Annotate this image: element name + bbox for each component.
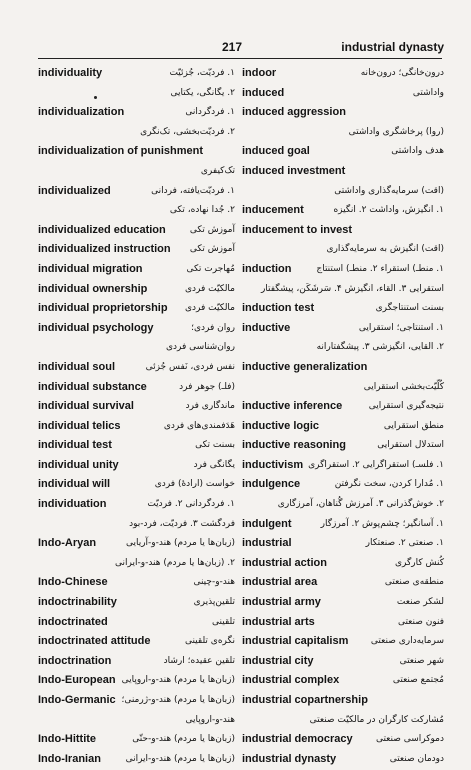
translation: ۲. خوش‌گذرانی ۳. آمرزش گُناهان، آمرزگاری: [277, 499, 444, 510]
dictionary-entry: [242, 163, 444, 183]
dictionary-entry: [242, 437, 444, 457]
dictionary-entry: [38, 731, 235, 751]
translation: ۱. فردیّت‌یافته، فردانی: [151, 185, 235, 196]
translation: دودمان صنعتی: [389, 753, 444, 764]
headword: induced aggression: [242, 106, 346, 119]
translation: هند-و-اروپایی: [185, 714, 235, 725]
dictionary-entry: [38, 751, 235, 770]
headword: industrial: [242, 537, 292, 550]
headword: individual psychology: [38, 321, 154, 334]
translation: ۱. انگیزش، واداشت ۲. انگیزه: [333, 205, 444, 216]
headword: industrial democracy: [242, 733, 353, 746]
dictionary-entry: [38, 124, 235, 144]
dictionary-entry: [38, 496, 235, 516]
translation: ۲. یگانگی، یکتایی: [170, 87, 235, 98]
translation: ۱. منطـ) استقراء ۲. منطـ) استنتاج: [316, 263, 444, 274]
headword: Indo-European: [38, 674, 116, 687]
headword: industrial action: [242, 556, 327, 569]
translation: مُشارکت کارگران در مالکیّت صنعتی: [309, 714, 444, 725]
translation: ماندگاری فرد: [185, 401, 235, 412]
translation: خواست (ارادهٔ) فردی: [154, 479, 235, 490]
dictionary-entry: [242, 222, 444, 242]
dictionary-entry: [38, 261, 235, 281]
translation: دموکراسی صنعتی: [375, 734, 444, 745]
page-header: [0, 40, 471, 58]
dictionary-entry: [242, 418, 444, 438]
headword: induced: [242, 86, 285, 99]
translation: (زبان‌ها یا مردم) هند-و-اروپایی: [121, 675, 235, 686]
translation: تلقین عقیده؛ ارشاد: [163, 655, 235, 666]
translation: ۱. فردگردانی: [185, 107, 235, 118]
translation: آموزش تکی: [189, 224, 235, 235]
dictionary-entry: [242, 65, 444, 85]
running-head: industrial dynasty: [341, 40, 444, 54]
dictionary-entry: [38, 437, 235, 457]
left-column: [38, 65, 235, 770]
dictionary-entry: [242, 574, 444, 594]
headword: individual substance: [38, 380, 147, 393]
dictionary-entry: [242, 241, 444, 261]
translation: ۲. (زبان‌ها یا مردم) هند-و-ایرانی: [115, 557, 235, 568]
translation: (زبان‌ها یا مردم) هند-و-آریایی: [125, 538, 235, 549]
dictionary-entry: [38, 672, 235, 692]
headword: Indo-Aryan: [38, 537, 97, 550]
dictionary-entry: [38, 281, 235, 301]
dictionary-entry: [38, 320, 235, 340]
translation: یگانگی فرد: [193, 459, 235, 470]
translation: هند-و-چینی: [193, 577, 235, 588]
headword: induction test: [242, 302, 315, 315]
headword: industrial army: [242, 596, 321, 609]
dictionary-entry: [242, 398, 444, 418]
dictionary-entry: [38, 85, 235, 105]
header-rule: [38, 58, 442, 59]
translation: لشکر صنعت: [396, 597, 444, 608]
translation: فردگشت ۳. فردیّت، فرد-بود: [129, 518, 235, 529]
translation: ۱. فلسـ) استقراگرایی ۲. استقراگری: [308, 459, 444, 470]
dictionary-entry: [242, 516, 444, 536]
headword: indoctrinated attitude: [38, 635, 151, 648]
dictionary-entry: [242, 359, 444, 379]
translation: کُنش کارگری: [394, 557, 444, 568]
dictionary-entry: [242, 261, 444, 281]
dictionary-entry: [242, 339, 444, 359]
dictionary-entry: [242, 751, 444, 770]
headword: indoctrinated: [38, 615, 108, 628]
headword: indoctrination: [38, 654, 112, 667]
dictionary-entry: [38, 516, 235, 536]
dictionary-entry: [38, 143, 235, 163]
page-number: 217: [222, 40, 243, 54]
translation: تلقینی: [212, 616, 235, 627]
translation: شهر صنعتی: [399, 655, 444, 666]
dictionary-entry: [242, 124, 444, 144]
dictionary-entry: [242, 281, 444, 301]
translation: نفس فردی، نَفس جُزئی: [145, 361, 235, 372]
headword: induction: [242, 262, 292, 275]
translation: (زبان‌ها یا مردم) هند-و-حتّی: [132, 734, 235, 745]
dictionary-entry: [38, 300, 235, 320]
dictionary-entry: [38, 712, 235, 732]
dictionary-entry: [242, 320, 444, 340]
headword: industrial capitalism: [242, 635, 349, 648]
translation: روان فردی؛: [191, 322, 235, 333]
headword: industrial complex: [242, 674, 340, 687]
translation: منطقه‌ی صنعتی: [384, 577, 444, 588]
headword: inducement: [242, 204, 304, 217]
dictionary-entry: [38, 202, 235, 222]
headword: individuality: [38, 67, 103, 79]
headword: inducement to invest: [242, 223, 353, 236]
dictionary-entry: [242, 379, 444, 399]
dictionary-entry: [242, 183, 444, 203]
translation: بسنت استنتاجگری: [375, 303, 444, 314]
dictionary-entry: [242, 692, 444, 712]
translation: (زبان‌ها یا مردم) هند-و-ایرانی: [125, 753, 235, 764]
dictionary-entry: [242, 672, 444, 692]
headword: induced investment: [242, 164, 346, 177]
translation: ۱. فردگردانی ۲. فردیّت: [147, 499, 235, 510]
translation: تلقین‌پذیری: [193, 597, 235, 608]
translation: هدف واداشتی: [391, 146, 444, 157]
translation: منطق استقرایی: [383, 420, 444, 431]
headword: industrial copartnership: [242, 694, 368, 706]
translation: (اقت) سرمایه‌گذاری واداشتی: [334, 185, 444, 196]
dictionary-entry: [38, 653, 235, 673]
headword: industrial arts: [242, 615, 315, 628]
translation: کُلّیّت‌بخشی استقرایی: [363, 381, 444, 392]
headword: industrial area: [242, 576, 318, 589]
translation: فنون صنعتی: [397, 616, 444, 627]
headword: individual proprietorship: [38, 302, 168, 315]
translation: سرمایه‌داری صنعتی: [370, 636, 444, 647]
headword: individualization of punishment: [38, 145, 203, 158]
dictionary-entry: [38, 398, 235, 418]
dictionary-entry: [38, 418, 235, 438]
translation: واداشتی: [412, 87, 444, 98]
dictionary-entry: [242, 457, 444, 477]
dictionary-entry: [38, 379, 235, 399]
headword: Indo-Germanic: [38, 694, 116, 706]
translation: ۱. فردیّت، جُزئیّت: [169, 68, 235, 78]
headword: indulgent: [242, 517, 292, 530]
dictionary-entry: [242, 614, 444, 634]
translation: هَدَفمندی‌های فردی: [163, 420, 235, 431]
translation: ۱. صنعتی ۲. صنعتکار: [365, 538, 444, 549]
dictionary-entry: [242, 535, 444, 555]
dictionary-entry: [38, 476, 235, 496]
translation: (فلـ) جوهر فرد: [179, 381, 235, 392]
dictionary-entry: [38, 339, 235, 359]
headword: industrial city: [242, 654, 314, 667]
translation: نگره‌ی تلقینی: [184, 636, 235, 647]
dictionary-entry: [242, 496, 444, 516]
dictionary-entry: [38, 555, 235, 575]
headword: individual migration: [38, 262, 143, 275]
headword: individual telics: [38, 419, 121, 432]
dictionary-entry: [38, 692, 235, 712]
headword: individual will: [38, 478, 111, 491]
dictionary-entry: [38, 183, 235, 203]
translation: (اقت) انگیزش به سرمایه‌گذاری: [326, 244, 444, 255]
headword: inductive reasoning: [242, 439, 346, 452]
headword: individualization: [38, 106, 125, 119]
translation: تک‌کیفری: [200, 165, 235, 176]
dictionary-entry: [38, 359, 235, 379]
dictionary-entry: [242, 85, 444, 105]
dictionary-entry: [242, 104, 444, 124]
headword: individual test: [38, 439, 112, 452]
dictionary-entry: [38, 574, 235, 594]
translation: مُجتمع صنعتی: [392, 675, 444, 686]
dictionary-entry: [242, 731, 444, 751]
translation: روان‌شناسی فردی: [165, 342, 235, 353]
dictionary-entry: [38, 633, 235, 653]
translation: (روا) پرخاشگری واداشتی: [348, 126, 444, 137]
translation: ۲. القایی، انگیزشی ۳. پیشگفتارانه: [316, 342, 444, 353]
headword: inductive generalization: [242, 360, 368, 373]
headword: individual soul: [38, 360, 116, 373]
dictionary-entry: [38, 614, 235, 634]
dictionary-entry: [38, 535, 235, 555]
dictionary-entry: [38, 457, 235, 477]
translation: نتیجه‌گیری استقرایی: [368, 401, 444, 412]
headword: inductivism: [242, 458, 304, 471]
translation: درون‌خانگی؛ درون‌خانه: [360, 68, 444, 78]
translation: آموزش تکی: [189, 244, 235, 255]
dictionary-entry: [242, 712, 444, 732]
dictionary-entry: [38, 104, 235, 124]
translation: بسنت تکی: [195, 440, 235, 451]
headword: individual unity: [38, 458, 119, 471]
dictionary-entry: [242, 476, 444, 496]
headword: Indo-Iranian: [38, 752, 101, 765]
translation: ۱. استنتاجی؛ استقرایی: [358, 322, 444, 333]
translation: ۲. جُدا نهاده، تکی: [169, 205, 235, 216]
translation: ۲. فردیّت‌بخشی، تک‌نگری: [140, 126, 235, 137]
dictionary-entry: [242, 633, 444, 653]
dictionary-entry: [242, 202, 444, 222]
headword: inductive: [242, 321, 291, 334]
dictionary-entry: [38, 241, 235, 261]
dictionary-entry: [38, 65, 235, 85]
dictionary-entry: [242, 555, 444, 575]
dictionary-entry: [242, 594, 444, 614]
headword: indulgence: [242, 478, 301, 491]
dictionary-entry: [242, 300, 444, 320]
headword: individualized instruction: [38, 243, 171, 256]
translation: مالکیّت فردی: [184, 283, 235, 294]
headword: industrial dynasty: [242, 752, 337, 765]
headword: inductive inference: [242, 400, 343, 413]
translation: ۱. آسانگیر؛ چشم‌پوش ۲. آمرزگار: [320, 518, 444, 529]
translation: مُهاجرت تکی: [186, 263, 235, 274]
headword: Indo-Hittite: [38, 733, 97, 746]
headword: Indo-Chinese: [38, 576, 108, 589]
headword: individual ownership: [38, 282, 148, 295]
headword: individualized: [38, 184, 111, 197]
headword: individual survival: [38, 400, 134, 413]
dictionary-entry: [38, 222, 235, 242]
translation: استقرایی ۳. القاء، انگیزش ۴. سَرشَکَن، پیشگفتار: [260, 283, 444, 294]
headword: indoctrinability: [38, 596, 117, 609]
dictionary-entry: [242, 653, 444, 673]
dictionary-entry: [242, 143, 444, 163]
headword: inductive logic: [242, 419, 320, 432]
translation: ۱. مُدارا کردن، سخت نگرفتن: [334, 479, 444, 490]
translation: مالکیّت فردی: [184, 303, 235, 314]
headword: individuation: [38, 498, 107, 511]
translation: (زبان‌ها یا مردم) هند-و-ژرمنی؛: [121, 695, 235, 705]
headword: induced goal: [242, 145, 310, 158]
dictionary-entry: [38, 594, 235, 614]
headword: individualized education: [38, 223, 166, 236]
translation: استدلال استقرایی: [377, 440, 444, 451]
dictionary-entry: [38, 163, 235, 183]
right-column: [242, 65, 444, 770]
headword: indoor: [242, 67, 277, 79]
